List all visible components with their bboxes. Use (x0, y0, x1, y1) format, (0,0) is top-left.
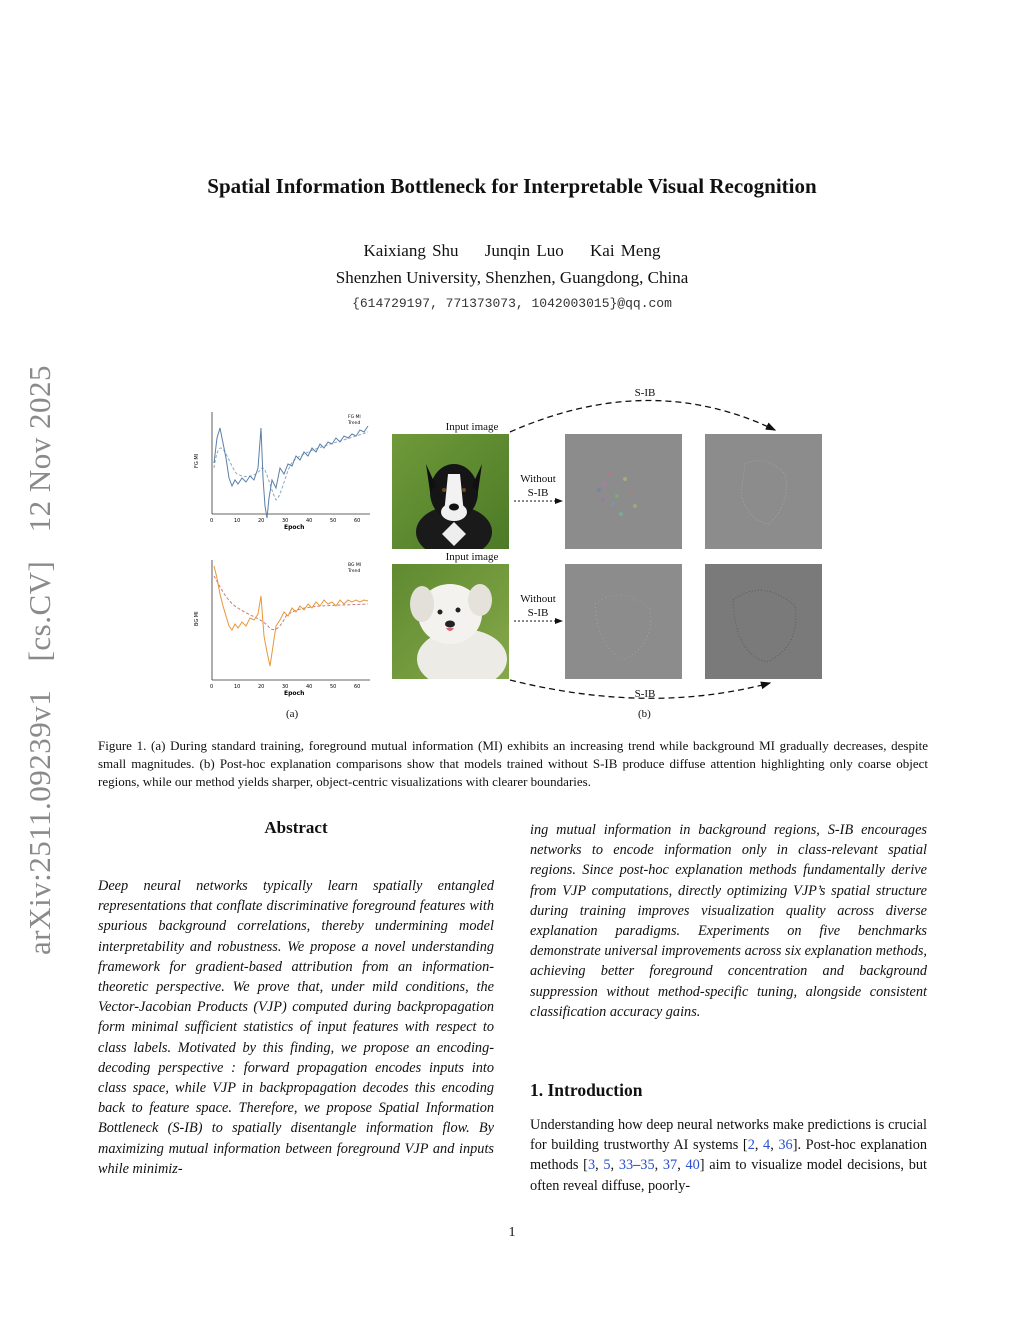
citation-separator: , (677, 1157, 686, 1174)
author-emails: {614729197, 771373073, 1042003015}@qq.com (352, 296, 672, 311)
section-heading-introduction: 1. Introduction (530, 1080, 643, 1100)
intro-text-run: ] aim to visualize model decisions, but often reveal diffuse, poorly- (530, 1157, 927, 1194)
citation-separator: , (754, 1137, 764, 1154)
sib-label: S-IB (634, 387, 656, 399)
bg-legend-item: Trend (348, 569, 361, 574)
citation-link[interactable]: 4 (763, 1137, 771, 1154)
subfigure-label-a: (a) (286, 708, 299, 720)
citation-link[interactable]: 36 (778, 1137, 793, 1154)
x-tick-label: 20 (258, 684, 265, 690)
author-name: Kai Meng (590, 241, 661, 260)
page-number: 1 (508, 1225, 516, 1240)
x-tick-label: 10 (234, 518, 241, 524)
arxiv-stamp (22, 355, 58, 965)
subfigure-label-b: (b) (638, 708, 651, 720)
explanation-map-without-sib (565, 434, 682, 549)
intro-text-run: ]. Post-hoc explanation methods [ (530, 1137, 928, 1174)
arxiv-id: arXiv:2511.09239v1 (22, 689, 57, 955)
without-label-line: S-IB (527, 607, 549, 619)
x-tick-label: 0 (210, 684, 214, 690)
without-label-line: Without (520, 473, 556, 485)
citation-link[interactable]: 35 (640, 1157, 655, 1174)
fg-legend-item: FG MI (348, 415, 361, 420)
x-tick-label: 0 (210, 518, 214, 524)
x-tick-label: 30 (282, 518, 289, 524)
fg-ylabel: FG MI (194, 453, 200, 468)
without-label-line: Without (520, 593, 556, 605)
x-tick-label: 20 (258, 518, 265, 524)
x-tick-label: 60 (354, 684, 361, 690)
x-tick-label: 30 (282, 684, 289, 690)
figure-caption: Figure 1. (a) During standard training, foreground mutual information (MI) exhibits an increasing trend while background MI gradually decreases, despite small magnitudes. (b) Post-hoc explanation comparisons show that models trained without S-IB produce diffuse attention highlighting only coarse object regions, while our method yields sharper, object-centric visualizations with clearer boundaries. (98, 738, 928, 789)
x-tick-label: 10 (234, 684, 241, 690)
bg-ylabel: BG MI (194, 611, 200, 626)
fg-legend-item: Trend (348, 421, 361, 426)
affiliation: Shenzhen University, Shenzhen, Guangdong, China (335, 268, 689, 287)
bg-legend-item: BG MI (348, 563, 362, 568)
citation-link[interactable]: 5 (603, 1157, 611, 1174)
x-tick-label: 50 (330, 518, 337, 524)
abstract-text-right: ing mutual information in background regions, S-IB encourages networks to encode information only in class-relevant spatial regions. Since post-hoc explanation methods fundamentally derive from VJP computations, directly optimizing VJP’s spatial structure during training improves visualization quality across diverse explanation paradigms. Experiments on five benchmarks demonstrate universal improvements across six explanation methods, achieving better foreground concentration and background suppression without method-specific tuning, alongside consistent classification accuracy gains. (530, 822, 927, 1020)
citation-link[interactable]: 3 (587, 1157, 596, 1174)
x-tick-label: 50 (330, 684, 337, 690)
bg-xlabel: Epoch (284, 690, 305, 697)
author-name: Kaixiang Shu (363, 241, 459, 260)
x-tick-label: 40 (306, 684, 313, 690)
paper-title: Spatial Information Bottleneck for Interpretable Visual Recognition (207, 174, 817, 198)
x-tick-label: 60 (354, 518, 361, 524)
explanation-map-with-sib (705, 564, 822, 679)
citation-separator: , (595, 1157, 604, 1174)
citation-link[interactable]: 40 (685, 1157, 700, 1174)
input-image-label: Input image (445, 551, 499, 563)
intro-text-run: Understanding how deep neural networks make predictions is crucial for building trustworthy AI systems [ (530, 1117, 927, 1154)
citation-link[interactable]: 33 (618, 1157, 634, 1174)
sib-label: S-IB (634, 688, 656, 700)
explanation-map-without-sib (565, 564, 682, 679)
figure-1 (190, 380, 840, 720)
abstract-text-left: Deep neural networks typically learn spatially entangled representations that conflate discriminative foreground features with spurious background correlations, thereby undermining model interpretability and robustness. We propose a novel understanding framework for gradient-based attribution from an information-theoretic perspective. We prove that, under mild conditions, the Vector-Jacobian Products (VJP) computed during backpropagation form minimal sufficient statistics of input features with respect to class labels. Motivated by this finding, we propose an encoding-decoding perspective : forward propagation encodes inputs into class space, while VJP in backpropagation decodes this encoding back to feature space. Therefore, we propose Spatial Information Bottleneck (S-IB) to spatially disentangle information flow. By maximizing mutual information between foreground VJP and inputs while minimiz- (98, 878, 494, 1177)
without-label-line: S-IB (527, 487, 549, 499)
arxiv-date: 12 Nov 2025 (22, 365, 57, 533)
author-list (0, 241, 1024, 261)
citation-separator: , (610, 1157, 619, 1174)
abstract-heading: Abstract (264, 818, 328, 837)
citation-link[interactable]: 37 (662, 1157, 678, 1174)
citation-link[interactable]: 2 (747, 1137, 755, 1154)
citation-range-dash: – (633, 1157, 641, 1174)
input-image-label: Input image (445, 421, 499, 433)
citation-separator: , (654, 1157, 663, 1174)
introduction-paragraph (530, 1115, 927, 1196)
arxiv-category: [cs.CV] (22, 560, 57, 662)
author-name: Junqin Luo (484, 241, 564, 260)
fg-xlabel: Epoch (284, 524, 305, 531)
x-tick-label: 40 (306, 518, 313, 524)
explanation-map-with-sib (705, 434, 822, 549)
sib-arrow-top (510, 400, 775, 432)
citation-separator: , (770, 1137, 779, 1154)
